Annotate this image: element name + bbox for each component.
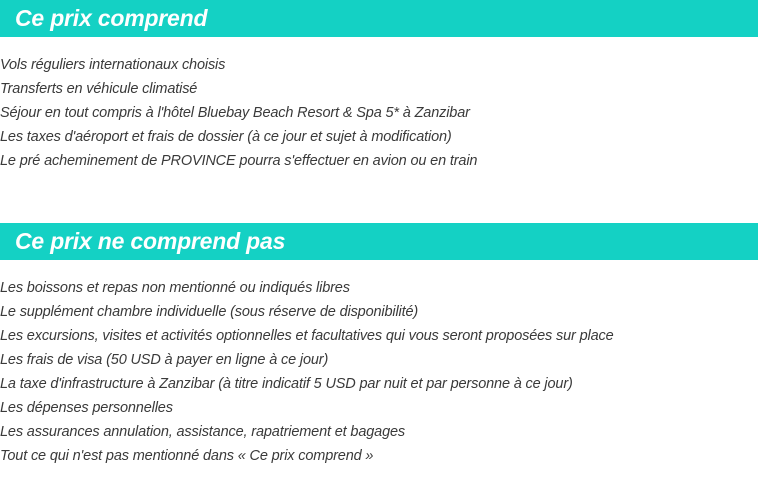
included-item: Les taxes d'aéroport et frais de dossier (à ce jour et sujet à modification) [0,129,452,145]
included-item: Vols réguliers internationaux choisis [0,57,226,73]
included-section-title: Ce prix comprend [15,5,208,31]
excluded-item: Les assurances annulation, assistance, rapatriement et bagages [0,424,406,440]
included-item: Transferts en véhicule climatisé [0,81,198,97]
excluded-item: Les excursions, visites et activités optionnelles et facultatives qui vous seront proposées sur place [0,328,614,344]
included-section-header [0,0,758,37]
excluded-section-header [0,223,758,260]
excluded-item: La taxe d'infrastructure à Zanzibar (à titre indicatif 5 USD par nuit et par personne à ce jour) [0,376,573,392]
included-item: Séjour en tout compris à l'hôtel Bluebay Beach Resort & Spa 5* à Zanzibar [0,105,470,121]
excluded-section-title: Ce prix ne comprend pas [15,228,286,254]
excluded-item: Les dépenses personnelles [0,400,173,416]
included-item: Le pré acheminement de PROVINCE pourra s'effectuer en avion ou en train [0,153,478,169]
included-items-list [0,53,758,173]
excluded-item: Les frais de visa (50 USD à payer en ligne à ce jour) [0,352,329,368]
excluded-items-list [0,276,758,468]
excluded-item: Le supplément chambre individuelle (sous réserve de disponibilité) [0,304,419,320]
excluded-item: Les boissons et repas non mentionné ou indiqués libres [0,280,350,296]
excluded-item: Tout ce qui n'est pas mentionné dans « Ce prix comprend » [0,448,374,464]
